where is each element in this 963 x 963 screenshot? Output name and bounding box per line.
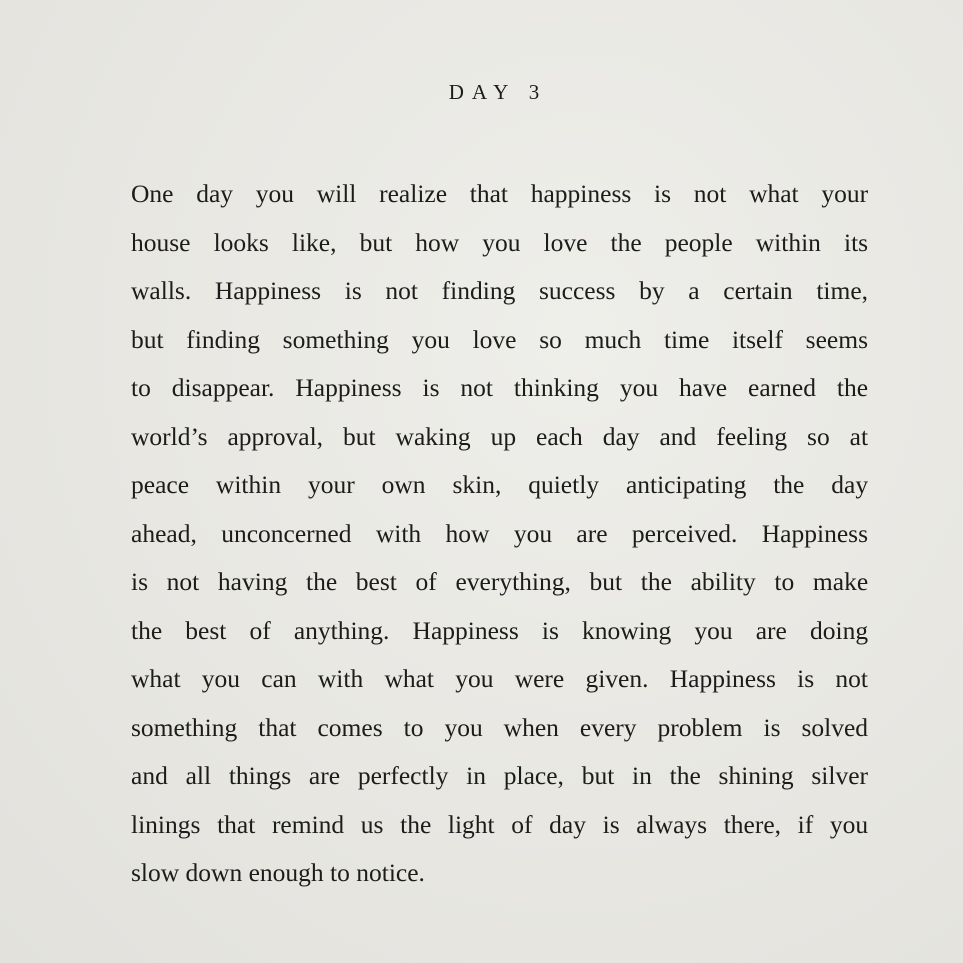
page-heading: DAY 3 bbox=[448, 80, 548, 104]
text-line: walls. Happiness is not finding success by a certain time, bbox=[131, 276, 868, 305]
text-line: the best of anything. Happiness is knowing you are doing bbox=[131, 615, 868, 645]
text-line: world’s approval, but waking up each day and feeling so at bbox=[131, 421, 868, 451]
body-paragraph bbox=[131, 170, 868, 898]
text-line: what you can with what you were given. Happiness is not bbox=[131, 664, 868, 693]
text-line-last: slow down enough to notice. bbox=[131, 858, 425, 887]
text-line: peace within your own skin, quietly anticipating the day bbox=[131, 470, 868, 499]
text-line: is not having the best of everything, but the ability to make bbox=[131, 567, 868, 596]
text-line: to disappear. Happiness is not thinking you have earned the bbox=[131, 373, 868, 402]
text-line: but finding something you love so much time itself seems bbox=[131, 324, 868, 354]
text-line: linings that remind us the light of day is always there, if you bbox=[131, 809, 868, 839]
text-line: One day you will realize that happiness is not what your bbox=[131, 179, 868, 208]
text-line: something that comes to you when every problem is solved bbox=[131, 712, 868, 742]
text-line: house looks like, but how you love the people within its bbox=[131, 227, 868, 257]
text-line: ahead, unconcerned with how you are perceived. Happiness bbox=[131, 518, 868, 548]
text-line: and all things are perfectly in place, but in the shining silver bbox=[131, 761, 868, 790]
